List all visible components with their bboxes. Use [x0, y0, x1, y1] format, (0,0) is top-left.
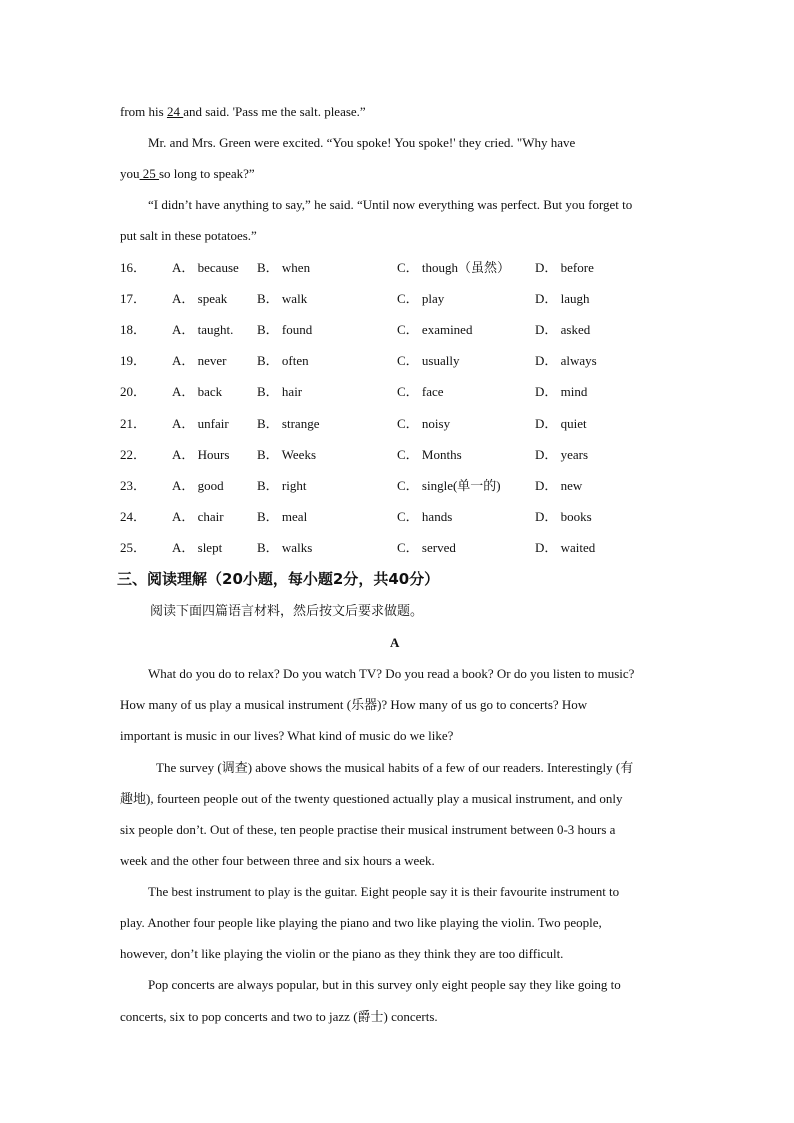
option-b: B． found	[257, 322, 313, 337]
blank-24: 24	[166, 104, 184, 119]
text: from his	[120, 104, 167, 119]
option-a: A． Hours	[172, 447, 230, 462]
option-d: D． waited	[535, 540, 596, 555]
passage-line: The best instrument to play is the guitar. Eight people say it is their favourite instrument to	[148, 884, 620, 899]
question-number: 18．	[120, 322, 147, 337]
passage-line: week and the other four between three and six hours a week.	[120, 853, 435, 868]
option-row	[120, 415, 720, 433]
option-d: D． years	[535, 447, 589, 462]
option-a: A． never	[172, 353, 227, 368]
option-c: C． examined	[397, 322, 473, 337]
story-line-5: put salt in these potatoes.”	[120, 228, 257, 243]
option-d: D． asked	[535, 322, 591, 337]
question-number: 22．	[120, 447, 147, 462]
passage-line: The survey (调查) above shows the musical habits of a few of our readers. Interestingly (有	[156, 760, 634, 775]
option-c: C． Months	[397, 447, 462, 462]
question-number: 19．	[120, 353, 147, 368]
option-b: B． walks	[257, 540, 313, 555]
option-row	[120, 446, 720, 464]
option-row	[120, 508, 720, 526]
passage-line: What do you do to relax? Do you watch TV? Do you read a book? Or do you listen to music?	[148, 666, 635, 681]
option-b: B． strange	[257, 416, 320, 431]
option-row	[120, 352, 720, 370]
section-title: 三、阅读理解（20小题，每小题2分，共40分）	[117, 570, 440, 588]
option-a: A． because	[172, 260, 239, 275]
option-b: B． Weeks	[257, 447, 317, 462]
passage-line: Pop concerts are always popular, but in this survey only eight people say they like going to	[148, 977, 621, 992]
passage-line: concerts, six to pop concerts and two to jazz (爵士) concerts.	[120, 1009, 438, 1024]
option-row	[120, 383, 720, 401]
option-a: A． speak	[172, 291, 228, 306]
question-number: 25．	[120, 540, 147, 555]
option-row	[120, 290, 720, 308]
option-c: C． usually	[397, 353, 460, 368]
option-d: D． laugh	[535, 291, 590, 306]
option-d: D． before	[535, 260, 594, 275]
option-b: B． often	[257, 353, 309, 368]
passage-line: six people don’t. Out of these, ten people practise their musical instrument between 0-3 hours a	[120, 822, 616, 837]
text: you	[120, 166, 140, 181]
passage-line: 趣地), fourteen people out of the twenty questioned actually play a musical instrument, and only	[120, 791, 623, 806]
passage-line: however, don’t like playing the violin or the piano as they think they are too difficult.	[120, 946, 564, 961]
option-d: D． books	[535, 509, 592, 524]
question-number: 20．	[120, 384, 147, 399]
story-line-4: “I didn’t have anything to say,” he said. “Until now everything was perfect. But you forget to	[148, 197, 633, 212]
section-instruction: 阅读下面四篇语言材料，然后按文后要求做题。	[150, 604, 424, 619]
story-line-2: Mr. and Mrs. Green were excited. “You spoke! You spoke!' they cried. "Why have	[148, 135, 576, 150]
option-a: A． taught.	[172, 322, 234, 337]
option-c: C． hands	[397, 509, 453, 524]
option-a: A． chair	[172, 509, 224, 524]
question-number: 24．	[120, 509, 147, 524]
option-a: A． unfair	[172, 416, 229, 431]
option-d: D． new	[535, 478, 583, 493]
passage-line: important is music in our lives? What kind of music do we like?	[120, 728, 454, 743]
passage-line: How many of us play a musical instrument (乐器)? How many of us go to concerts? How	[120, 697, 588, 712]
passage-line: play. Another four people like playing the piano and two like playing the violin. Two people,	[120, 915, 602, 930]
option-b: B． meal	[257, 509, 308, 524]
question-number: 16．	[120, 260, 147, 275]
option-c: C． noisy	[397, 416, 451, 431]
text: so long to speak?”	[159, 166, 255, 181]
option-d: D． quiet	[535, 416, 587, 431]
option-c: C． play	[397, 291, 445, 306]
question-number: 21．	[120, 416, 147, 431]
question-number: 23．	[120, 478, 147, 493]
option-a: A． back	[172, 384, 223, 399]
text: and said. 'Pass me the salt. please.”	[183, 104, 366, 119]
option-b: B． when	[257, 260, 311, 275]
passage-label: A	[390, 635, 400, 650]
option-row	[120, 259, 720, 277]
story-line-1	[120, 103, 366, 121]
option-c: C． though（虽然）	[397, 260, 511, 275]
blank-25: 25	[139, 166, 159, 181]
option-b: B． right	[257, 478, 307, 493]
option-b: B． hair	[257, 384, 303, 399]
option-c: C． face	[397, 384, 444, 399]
option-a: A． good	[172, 478, 224, 493]
question-number: 17．	[120, 291, 147, 306]
option-c: C． single(单一的)	[397, 478, 501, 493]
option-row	[120, 539, 720, 557]
option-d: D． mind	[535, 384, 588, 399]
option-a: A． slept	[172, 540, 223, 555]
option-b: B． walk	[257, 291, 308, 306]
option-row	[120, 477, 720, 495]
option-d: D． always	[535, 353, 597, 368]
option-c: C． served	[397, 540, 456, 555]
story-line-3	[120, 165, 255, 183]
option-row	[120, 321, 720, 339]
